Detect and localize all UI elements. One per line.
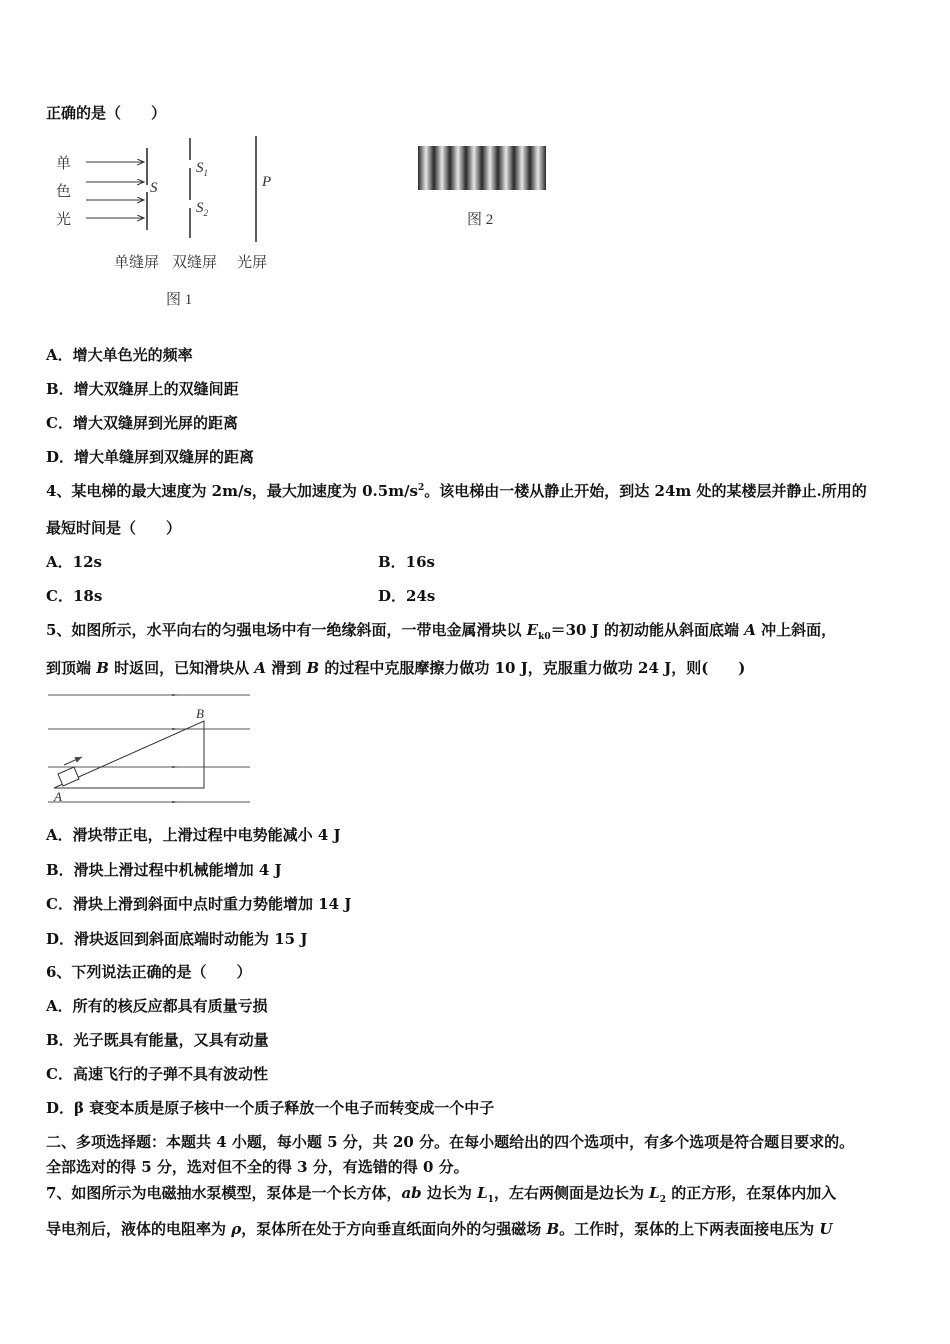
label-p: P: [262, 174, 272, 190]
double-slit-diagram: [46, 130, 306, 265]
q3-option-c: C．增大双缝屏到光屏的距离: [46, 414, 238, 432]
slider-block: [58, 767, 79, 786]
fringe-pattern: [418, 146, 546, 190]
q6-option-a: A．所有的核反应都具有质量亏损: [46, 997, 268, 1015]
section-2-heading-line1: 二、多项选择题：本题共 4 小题，每小题 5 分，共 20 分。在每小题给出的四个选项中，有多个选项是符合题目要求的。: [46, 1133, 855, 1151]
q3-option-d: D．增大单缝屏到双缝屏的距离: [46, 448, 255, 466]
q6-option-c: C．高速飞行的子弹不具有波动性: [46, 1065, 268, 1083]
figure-2-caption: 图 2: [467, 212, 494, 228]
q4-option-d: D．24s: [378, 587, 436, 605]
velocity-arrow: [64, 757, 82, 765]
light-char-2: 色: [56, 184, 72, 200]
q4-option-c: C．18s: [46, 587, 103, 605]
light-char-1: 单: [56, 156, 72, 172]
q6-option-d: D．β 衰变本质是原子核中一个质子释放一个电子而转变成一个中子: [46, 1099, 495, 1117]
figure-1-double-slit: [46, 130, 306, 315]
q6-stem: 6、下列说法正确的是（ ）: [46, 963, 252, 981]
q7-stem-line1: 7、如图所示为电磁抽水泵模型，泵体是一个长方体，ab 边长为 $L_1$，左右两侧面是边长为 $L_2$ 的正方形，在泵体内加入: [46, 1184, 837, 1205]
screen-label-light: 光屏: [237, 255, 268, 271]
section-2-heading-line2: 全部选对的得 5 分，选对但不全的得 3 分，有选错的得 0 分。: [46, 1158, 469, 1176]
q5-incline-figure: [46, 688, 256, 808]
point-a-label: A: [54, 789, 62, 804]
q5-stem-line2: 到顶端 B 时返回，已知滑块从 A 滑到 B 的过程中克服摩擦力做功 10 J，克服重力做功 24 J，则( ): [46, 659, 746, 677]
q4-option-b: B．16s: [378, 553, 435, 571]
q3-option-b: B．增大双缝屏上的双缝间距: [46, 380, 239, 398]
figure-2-fringes: [418, 146, 548, 236]
label-s1: $S_1$: [196, 160, 208, 178]
label-s2: $S_2$: [196, 200, 208, 218]
screen-label-single: 单缝屏: [114, 255, 160, 271]
q4-stem-line1: 4、某电梯的最大速度为 2m/s，最大加速度为 $0.5m/s^2$。该电梯由一楼从静止开始，到达 24m 处的某楼层并静止.所用的: [46, 482, 867, 500]
q7-stem-line2: 导电剂后，液体的电阻率为 ρ，泵体所在处于方向垂直纸面向外的匀强磁场 B。工作时，泵体的上下两表面接电压为 U: [46, 1220, 833, 1238]
q3-stem: 正确的是（ ）: [46, 104, 167, 122]
q5-option-c: C．滑块上滑到斜面中点时重力势能增加 14 J: [46, 895, 352, 913]
figure-1-caption: 图 1: [166, 292, 193, 308]
q5-stem-line1: 5、如图所示，水平向右的匀强电场中有一绝缘斜面，一带电金属滑块以 $E_{k0}=30$ J 的初动能从斜面底端 A 冲上斜面，: [46, 621, 837, 642]
q3-option-a: A．增大单色光的频率: [46, 346, 193, 364]
q6-option-b: B．光子既具有能量，又具有动量: [46, 1031, 269, 1049]
q5-option-a: A．滑块带正电，上滑过程中电势能减小 4 J: [46, 826, 341, 844]
screen-label-double: 双缝屏: [172, 255, 218, 271]
incline-diagram: [46, 688, 256, 808]
q4-option-a: A．12s: [46, 553, 102, 571]
q5-option-b: B．滑块上滑过程中机械能增加 4 J: [46, 861, 282, 879]
point-b-label: B: [196, 706, 204, 721]
q4-stem-line2: 最短时间是（ ）: [46, 519, 182, 537]
light-char-3: 光: [56, 212, 72, 228]
q5-option-d: D．滑块返回到斜面底端时动能为 15 J: [46, 930, 308, 948]
label-s: S: [150, 180, 158, 196]
